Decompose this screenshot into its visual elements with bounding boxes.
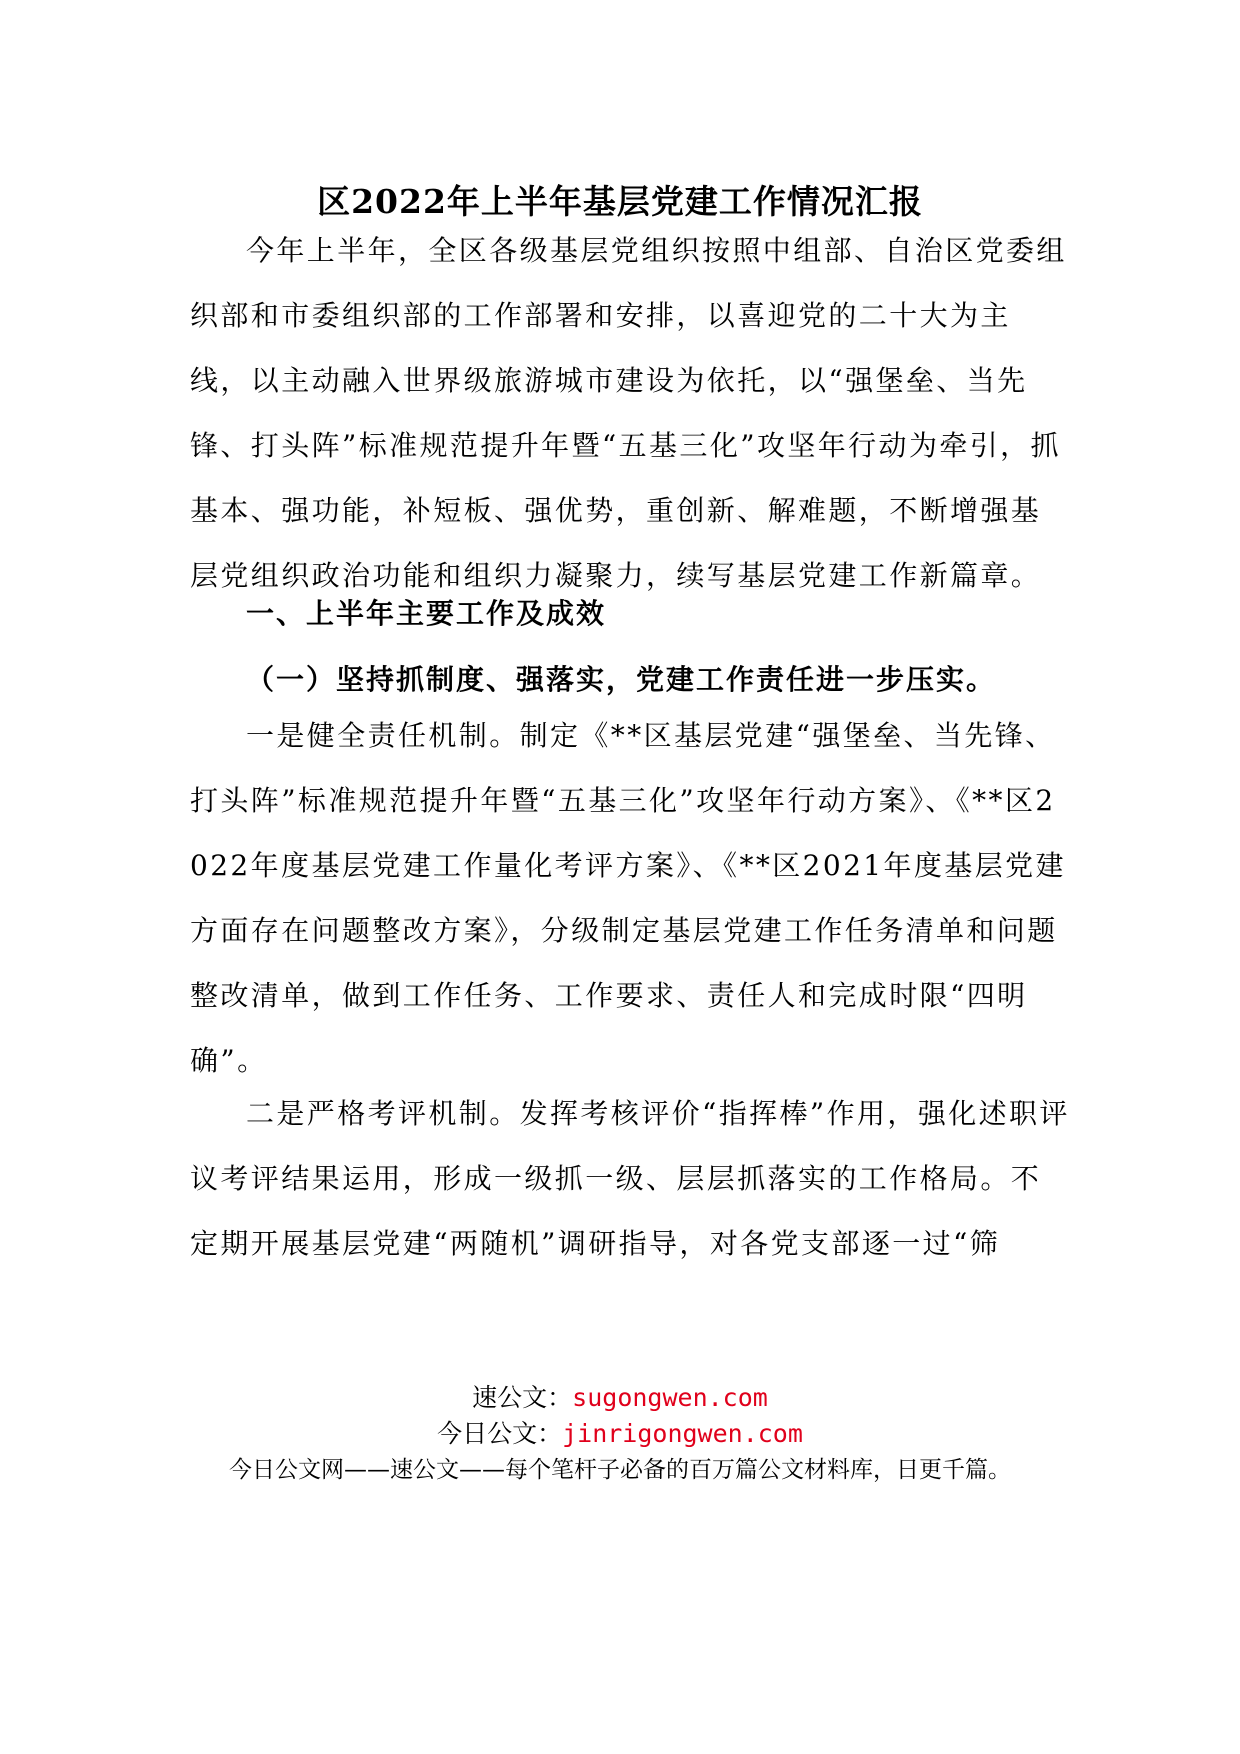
- section-heading: 一、上半年主要工作及成效: [246, 597, 607, 630]
- footer-link-jinrigongwen[interactable]: jinrigongwen.com: [562, 1419, 803, 1448]
- footer-sugongwen: [0, 1382, 1240, 1414]
- footer-tagline: 今日公文网——速公文——每个笔杆子必备的百万篇公文材料库，日更千篇。: [229, 1457, 1011, 1483]
- footer-label-1: 速公文：: [472, 1383, 573, 1412]
- body-paragraph-2: 二是严格考评机制。发挥考核评价“指挥棒”作用，强化述职评议考评结果运用，形成一级抓一级、层层抓落实的工作格局。不定期开展基层党建“两随机”调研指导，对各党支部逐一过“筛: [190, 1097, 1070, 1260]
- body-paragraph-1: 一是健全责任机制。制定《**区基层党建“强堡垒、当先锋、打头阵”标准规范提升年暨“五基三化”攻坚年行动方案》、《**区2022年度基层党建工作量化考评方案》、《**区2021年度基层党建方面存在问题整改方案》，分级制定基层党建工作任务清单和问题整改清单，做到工作任务、工作要求、责任人和完成时限“四明确”。: [190, 719, 1066, 1077]
- footer-jinrigongwen: [0, 1418, 1240, 1450]
- footer-label-2: 今日公文：: [437, 1419, 563, 1448]
- intro-paragraph: 今年上半年，全区各级基层党组织按照中组部、自治区党委组织部和市委组织部的工作部署和安排，以喜迎党的二十大为主线，以主动融入世界级旅游城市建设为依托，以“强堡垒、当先锋、打头阵”标准规范提升年暨“五基三化”攻坚年行动为牵引，抓基本、强功能，补短板、强优势，重创新、解难题，不断增强基层党组织政治功能和组织力凝聚力，续写基层党建工作新篇章。: [190, 234, 1067, 592]
- document-title: 区2022年上半年基层党建工作情况汇报: [317, 182, 923, 221]
- footer-link-sugongwen[interactable]: sugongwen.com: [572, 1383, 768, 1412]
- subsection-heading: （一）坚持抓制度、强落实，党建工作责任进一步压实。: [246, 663, 997, 696]
